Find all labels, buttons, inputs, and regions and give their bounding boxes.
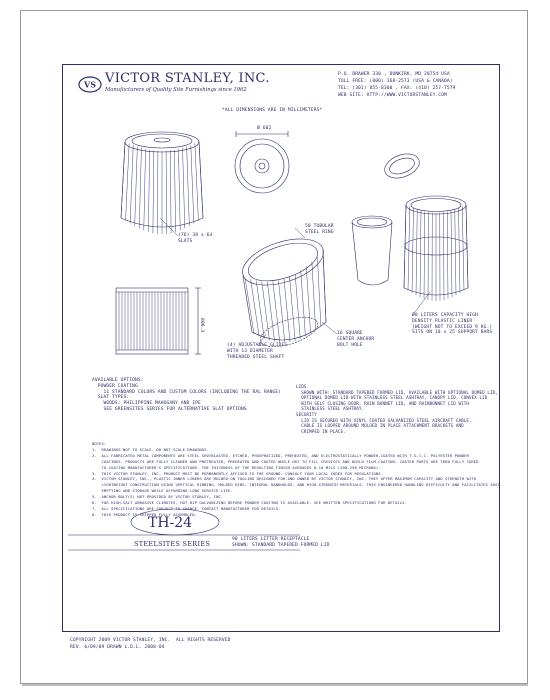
slat-line [312,262,316,330]
slat-line [199,142,203,218]
slat-line [278,281,284,343]
slat-line [195,144,199,221]
slat-line [135,147,138,227]
exploded-view [352,150,468,301]
height-label: 806.3 [199,318,204,333]
slat-line [295,274,300,339]
callout-bolt: 16 SQUARE CENTER ANCHOR BOLT HOLE [337,331,375,348]
slat-line [428,212,429,300]
lid-security-options: LIDS SHOWN WITH: STANDARD TAPERED FORMED LID, AVAILABLE WITH OPTIONAL DOMED LID, OPTIONAL DOMED LID WITH STAINLESS STEEL ASHTRAY, CANOPY LID, CONVEX LID WITH SELF CLOSING DOOR, RAIN BONNET LID, AND RAINBONNET LID WITH STAINLESS STEEL ASHTRAY. SECURITY LID IS SECURED WITH VINYL COATED GALVANIZED STEEL AIRCRAFT CABLE. CABLE IS LOOPED AROUND MOLDED IN PLACE ATTACHMENT BRACKETS AND CRIMPED IN PLACE. [296,384,498,434]
slat-line [444,212,445,300]
shown-configuration: SHOWN: STANDARD TAPERED FORMED LID [232,543,330,548]
dimension-note: *ALL DIMENSIONS ARE IN MILLIMETERS* [222,108,323,113]
svg-text:VS: VS [84,79,96,90]
contact-line: TEL: (301) 855-8300 , FAX: (410) 257-7579 [338,86,456,91]
company-tagline: Manufacturers of Quality Site Furnishings since 1962 [105,87,247,93]
callout-ring: 50 TUBULAR STEEL RING [305,224,334,235]
slat-line [174,150,175,232]
slat-line [126,144,130,221]
slat-line [148,150,149,232]
slat-line [404,205,406,288]
slat-line [191,145,194,223]
slat-line [251,279,260,336]
slat-line [462,207,464,291]
contact-line: WEB SITE: HTTP://WWW.VICTORSTANLEY.COM [338,93,447,98]
top-view [235,131,289,193]
callout-slats: (76) 38 x 64 SLATS [178,233,213,244]
callout-liner: 90 LITERS CAPACITY HIGH DENSITY PLASTIC LINER (WEIGHT NOT TO EXCEED 9 KG.) SITS ON 10 x 25 SUPPORT BARS [412,313,493,336]
diameter-label: Ø 602 [257,126,272,131]
slat-line [178,149,180,230]
slat-line [183,148,185,228]
model-number: TH-24 [148,515,193,531]
series-name: STEELSITES SERIES [134,540,211,548]
notes: NOTES: 1. DRAWINGS NOT TO SCALE. DO NOT SCALE DRAWINGS. 2. ALL FABRICATED METAL COMPONENTS ARE STEEL SHOTBLASTED, ETCHED, PHOSPHATIZED, PREHEATED, AND ELECTROSTATICALLY POWDER-COATED WITH T.G.I.C. POLYESTER POWDER COATINGS. PRODUCTS ARE FULLY CLEANED AND PRETREATED, PREHEATED AND COATED WHILE HOT TO FILL CREVICES AND BUILD FILM COATING. COATED PARTS ARE THEN FULLY CURED TO COATING MANUFACTURER'S SPECIFICATIONS. THE THICKNESS OF THE RESULTING FINISH AVERAGES 8-10 MILS (200-250 MICRONS). 3. THIS VICTOR STANLEY, INC. PRODUCT MUST BE PERMANENTLY AFFIXED TO THE GROUND. CONSULT YOUR LOCAL CODES FOR REGULATIONS. 4. VICTOR STANLEY, INC., PLASTIC INNER LINERS ARE MOLDED ON TOOLING DESIGNED FOR AND OWNED BY VICTOR STANLEY, INC. THEY OFFER MAXIMUM CAPACITY AND STRENGTH WITH LIGHTWEIGHT CONSTRUCTION USING VERTICAL RIBBING, MOLDED RIBS, INTEGRAL HANDHOLDS, AND HIGH-STRENGTH MATERIALS. THIS ENGINEERED HANDLING DIFFICULTY AND FACILITATES EASY EMPTYING AND STORAGE WHILE AFFORDING LONG SERVICE LIFE. 5. ANCHOR BOLT(S) NOT PROVIDED BY VICTOR STANLEY, INC. 6. FOR HIGH-SALT ABRASIVE CLIMATES, HOT DIP GALVANIZING BEFORE POWDER COATING IS AVAILABLE. SEE WRITTEN SPECIFICATIONS FOR DETAILS. 7. ALL SPECIFICATIONS ARE SUBJECT TO CHANGE. CONTACT MANUFACTURER FOR DETAILS. 8. THIS PRODUCT IS SHIPPED FULLY ASSEMBLED. [92,441,500,517]
slat-line [130,145,133,223]
slat-line [170,150,171,233]
slat-line [301,270,306,336]
slat-line [408,207,410,291]
isometric-view-open [237,230,329,353]
copyright: COPYRIGHT 2009 VICTOR STANLEY, INC. ALL RIGHTS RESERVED [70,638,231,643]
slat-line [245,278,254,334]
slat-line [447,212,448,299]
slat-line [459,208,461,293]
slat-line [290,277,296,341]
slat-line [139,148,141,228]
contact-line: TOLL FREE: (800) 368-2573 (USA & CANADA) [338,79,453,84]
slat-line [416,209,417,295]
slat-line [256,280,264,338]
contact-line: P.O. DRAWER 330 , DUNKIRK, MD 20754 USA [338,72,450,77]
callout-glides: (4) ADJUSTABLE GLIDES WITH 13 DIAMETER THREADED STEEL SHAFT [227,343,288,360]
product-description: 90 LITERS LITTER RECEPTACLE [232,537,310,542]
revision-info: REV. 6/09/09 DRAWN L.D.L. 2008-04 [70,645,165,650]
slat-line [323,252,326,322]
slat-line [144,149,146,230]
isometric-view-closed [121,132,203,234]
available-options: AVAILABLE OPTIONS: POWDER COATING 11 STANDARD COLORS AND CUSTOM COLORS (INCLUDING THE RAL RANGE) SLAT TYPES: WOODS: PHILIPPINE MAHOGANY AND IPE SEE GREENSITES SERIES FOR ALTERNATIVE SLAT OPTIONS [92,378,282,412]
front-elevation [116,288,201,354]
slat-line [412,208,414,293]
slat-line [121,142,125,218]
slat-line [317,257,320,326]
slat-line [187,147,190,227]
slat-line [306,266,310,333]
slat-line [284,279,290,342]
slat-line [273,281,280,342]
slat-line [466,205,468,288]
company-name: VICTOR STANLEY, INC. [105,71,270,86]
slat-line [455,209,456,295]
slat-line [153,150,154,233]
slat-line [424,212,425,299]
